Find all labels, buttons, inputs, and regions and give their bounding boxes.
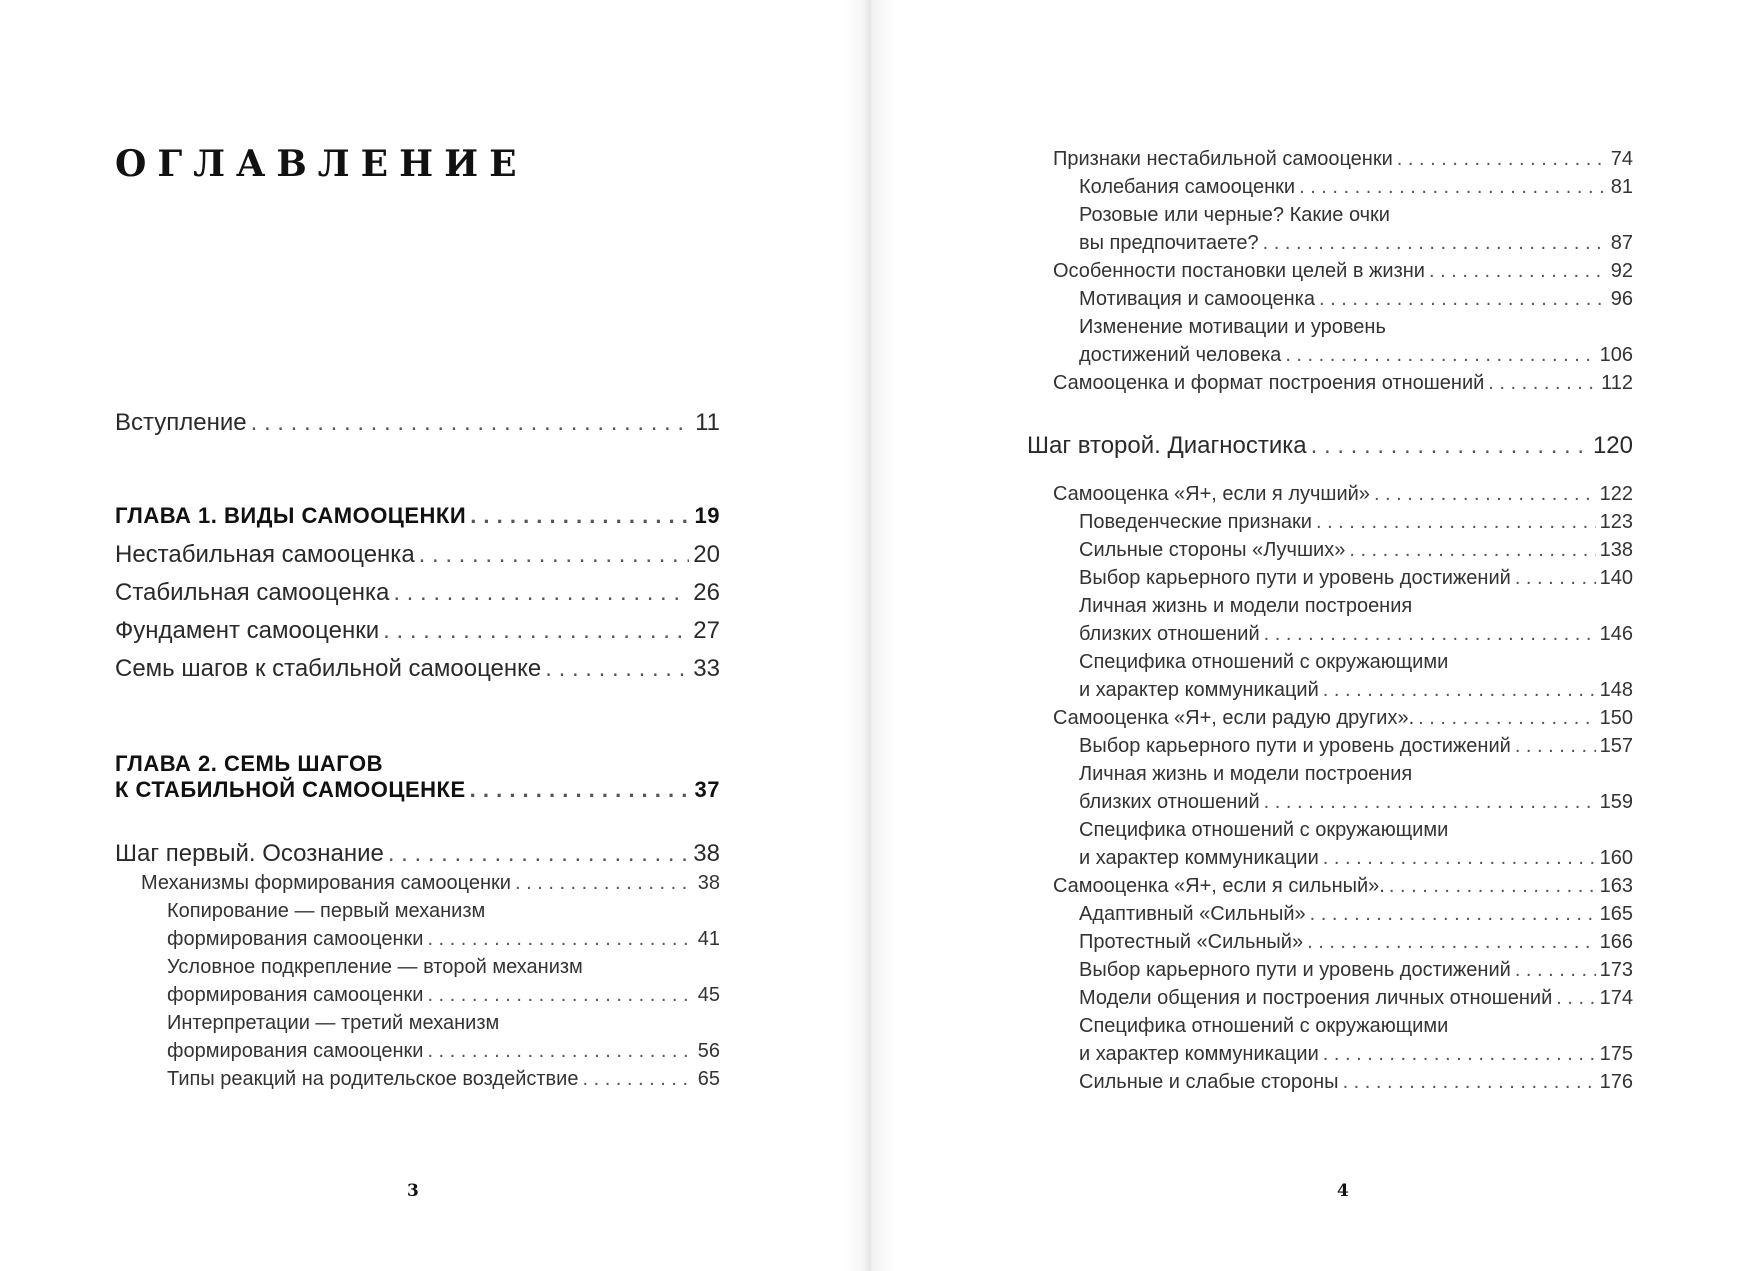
toc-leader-dots [1323, 1043, 1596, 1066]
page-number: 3 [407, 1181, 419, 1201]
toc-entry[interactable] [115, 617, 720, 645]
toc-entry-title: Модели общения и построения личных отношений [1079, 987, 1553, 1009]
toc-entry-page: 19 [694, 503, 720, 528]
toc-entry[interactable] [1053, 372, 1633, 395]
toc-entry-title-line1: Специфика отношений с окружающими [1079, 651, 1449, 673]
toc-entry-page: 120 [1592, 432, 1633, 459]
toc-entry[interactable] [1079, 623, 1633, 646]
toc-entry-title: Механизмы формирования самооценки [141, 872, 511, 894]
toc-entry-title-line1: Специфика отношений с окружающими [1079, 819, 1449, 841]
toc-leader-dots [1307, 931, 1596, 954]
toc-leader-dots [1263, 232, 1607, 255]
toc-leader-dots [1311, 432, 1589, 460]
toc-entry-page: 96 [1610, 288, 1633, 310]
toc-chapter-entry[interactable] [115, 777, 720, 803]
toc-entry-page: 81 [1610, 176, 1633, 198]
toc-entry[interactable] [1053, 148, 1633, 171]
toc-entry[interactable] [1079, 1071, 1633, 1094]
toc-entry-page: 148 [1599, 679, 1633, 701]
toc-entry-page: 138 [1599, 539, 1633, 561]
toc-entry-title: и характер коммуникаций [1079, 679, 1319, 701]
toc-leader-dots [1285, 344, 1595, 367]
toc-entry-page: 140 [1599, 567, 1633, 589]
toc-entry-title: Фундамент самооценки [115, 617, 380, 644]
toc-leader-dots [1323, 679, 1596, 702]
toc-entry-title-line1: Личная жизнь и модели построения [1079, 595, 1413, 617]
toc-entry[interactable] [1079, 679, 1633, 702]
toc-entry[interactable] [1079, 1043, 1633, 1066]
toc-leader-dots [515, 872, 694, 895]
toc-entry-page: 37 [694, 777, 720, 802]
toc-entry-title-line1: Личная жизнь и модели построения [1079, 763, 1413, 785]
toc-entry-title-line1: Условное подкрепление — второй механизм [167, 956, 583, 978]
toc-entry-page: 146 [1599, 623, 1633, 645]
toc-entry-page: 38 [697, 872, 720, 894]
book-gutter-shadow [845, 0, 895, 1271]
toc-entry-title: вы предпочитаете? [1079, 232, 1259, 254]
toc-entry-page: 176 [1599, 1071, 1633, 1093]
toc-entry-page: 150 [1599, 707, 1633, 729]
toc-entry[interactable] [1079, 288, 1633, 311]
toc-entry-page: 159 [1599, 791, 1633, 813]
toc-leader-dots [1418, 707, 1596, 730]
toc-entry-title: Мотивация и самооценка [1079, 288, 1315, 310]
toc-leader-dots [1323, 847, 1596, 870]
toc-entry-title: и характер коммуникации [1079, 1043, 1319, 1065]
toc-leader-dots [427, 1040, 693, 1063]
toc-leader-dots [1556, 987, 1595, 1010]
toc-entry[interactable] [1079, 539, 1633, 562]
toc-leader-dots [1374, 483, 1596, 506]
toc-entry-page: 123 [1599, 511, 1633, 533]
toc-entry-page: 56 [697, 1040, 720, 1062]
toc-leader-dots [1264, 791, 1596, 814]
toc-leader-dots [251, 409, 691, 437]
toc-entry-page: 106 [1599, 344, 1633, 366]
toc-entry[interactable] [1079, 735, 1633, 758]
toc-entry-title: Семь шагов к стабильной самооценке [115, 655, 542, 682]
toc-entry[interactable] [167, 928, 720, 951]
toc-leader-dots [383, 617, 689, 645]
page-title: ОГЛАВЛЕНИЕ [115, 143, 528, 185]
toc-entry-page: 112 [1601, 372, 1633, 394]
toc-entry-page: 27 [693, 617, 720, 644]
toc-entry[interactable] [1079, 344, 1633, 367]
toc-chapter-entry[interactable] [115, 503, 720, 529]
toc-entry-title: Сильные и слабые стороны [1079, 1071, 1339, 1093]
toc-entry-page: 38 [693, 840, 720, 867]
toc-leader-dots [1515, 567, 1596, 590]
toc-entry[interactable] [167, 1040, 720, 1063]
toc-entry[interactable] [115, 409, 720, 437]
toc-leader-dots [1264, 623, 1596, 646]
toc-entry-title-line1: Копирование — первый механизм [167, 900, 486, 922]
toc-entry[interactable] [1053, 260, 1633, 283]
toc-leader-dots [1349, 539, 1595, 562]
toc-entry-page: 92 [1610, 260, 1633, 282]
toc-leader-dots [427, 984, 693, 1007]
toc-leader-dots [1488, 372, 1597, 395]
toc-entry[interactable] [115, 579, 720, 607]
toc-entry-page: 26 [693, 579, 720, 606]
toc-leader-dots [545, 655, 689, 683]
toc-entry-title: Выбор карьерного пути и уровень достижений [1079, 567, 1511, 589]
toc-leader-dots [393, 579, 689, 607]
toc-entry[interactable] [1027, 432, 1633, 460]
toc-leader-dots [1316, 511, 1596, 534]
toc-entry-title: К СТАБИЛЬНОЙ САМООЦЕНКЕ [115, 777, 466, 802]
toc-entry[interactable] [1079, 903, 1633, 926]
toc-entry-title: достижений человека [1079, 344, 1282, 366]
toc-entry-title: Вступление [115, 409, 247, 436]
toc-entry-page: 41 [697, 928, 720, 950]
toc-leader-dots [1319, 288, 1607, 311]
toc-entry-title: ГЛАВА 1. ВИДЫ САМООЦЕНКИ [115, 503, 467, 528]
toc-entry-title: Типы реакций на родительское воздействие [167, 1068, 579, 1090]
toc-entry-title: близких отношений [1079, 791, 1260, 813]
toc-entry-title-line1: Розовые или черные? Какие очки [1079, 204, 1390, 226]
toc-entry-page: 74 [1610, 148, 1633, 170]
toc-leader-dots [1515, 735, 1596, 758]
toc-leader-dots [1397, 148, 1607, 171]
toc-entry[interactable] [1079, 232, 1633, 255]
toc-entry-title-line1: Изменение мотивации и уровень [1079, 316, 1386, 338]
toc-entry[interactable] [115, 655, 720, 683]
toc-leader-dots [1299, 176, 1607, 199]
toc-leader-dots [470, 503, 690, 529]
toc-entry[interactable] [1079, 511, 1633, 534]
toc-entry-title: формирования самооценки [167, 928, 424, 950]
toc-entry-page: 65 [697, 1068, 720, 1090]
toc-entry-page: 174 [1599, 987, 1633, 1009]
toc-entry-title: Шаг второй. Диагностика [1027, 432, 1307, 459]
toc-entry-page: 160 [1599, 847, 1633, 869]
toc-entry[interactable] [1053, 875, 1633, 898]
toc-leader-dots [427, 928, 693, 951]
toc-entry-title-line1: Интерпретации — третий механизм [167, 1012, 500, 1034]
toc-entry[interactable] [1079, 791, 1633, 814]
toc-entry-title: Протестный «Сильный» [1079, 931, 1304, 953]
toc-entry-title: Нестабильная самооценка [115, 541, 415, 568]
toc-leader-dots [1515, 959, 1596, 982]
toc-leader-dots [419, 541, 690, 569]
toc-leader-dots [582, 1068, 693, 1091]
toc-entry-title: Адаптивный «Сильный» [1079, 903, 1306, 925]
toc-leader-dots [388, 840, 689, 868]
toc-entry-title: Самооценка «Я+, если я лучший» [1053, 483, 1370, 505]
toc-entry-title: Самооценка и формат построения отношений [1053, 372, 1485, 394]
toc-leader-dots [1343, 1071, 1596, 1094]
toc-entry-title: близких отношений [1079, 623, 1260, 645]
toc-entry-page: 157 [1599, 735, 1633, 757]
toc-entry[interactable] [1079, 847, 1633, 870]
toc-entry[interactable] [1053, 707, 1633, 730]
toc-entry[interactable] [167, 984, 720, 1007]
toc-chapter-title-line1: ГЛАВА 2. СЕМЬ ШАГОВ [115, 751, 383, 776]
toc-entry-page: 45 [697, 984, 720, 1006]
toc-entry[interactable] [115, 840, 720, 868]
toc-entry-page: 87 [1610, 232, 1633, 254]
toc-entry-title: Признаки нестабильной самооценки [1053, 148, 1393, 170]
toc-entry[interactable] [1079, 959, 1633, 982]
toc-entry-page: 163 [1599, 875, 1633, 897]
toc-leader-dots [470, 777, 691, 803]
toc-leader-dots [1310, 903, 1596, 926]
toc-entry[interactable] [167, 1068, 720, 1091]
toc-entry-page: 165 [1599, 903, 1633, 925]
toc-entry-title: формирования самооценки [167, 984, 424, 1006]
toc-entry-title-line1: Специфика отношений с окружающими [1079, 1015, 1449, 1037]
toc-entry[interactable] [1079, 176, 1633, 199]
toc-entry-title: Особенности постановки целей в жизни [1053, 260, 1425, 282]
toc-entry[interactable] [1053, 483, 1633, 506]
toc-entry-title: Самооценка «Я+, если я сильный». [1053, 875, 1385, 897]
toc-leader-dots [1429, 260, 1607, 283]
toc-entry-page: 33 [693, 655, 720, 682]
toc-entry-title: и характер коммуникации [1079, 847, 1319, 869]
toc-entry-page: 173 [1599, 959, 1633, 981]
toc-entry-title: Стабильная самооценка [115, 579, 390, 606]
toc-entry-page: 122 [1599, 483, 1633, 505]
toc-entry-title: Поведенческие признаки [1079, 511, 1312, 533]
toc-entry-title: формирования самооценки [167, 1040, 424, 1062]
toc-entry-page: 20 [693, 541, 720, 568]
toc-entry-title: Сильные стороны «Лучших» [1079, 539, 1346, 561]
toc-entry[interactable] [1079, 987, 1633, 1010]
toc-entry-page: 166 [1599, 931, 1633, 953]
toc-entry[interactable] [1079, 931, 1633, 954]
toc-entry-title: Колебания самооценки [1079, 176, 1296, 198]
toc-entry-title: Шаг первый. Осознание [115, 840, 384, 867]
toc-entry-page: 11 [695, 409, 720, 436]
toc-entry[interactable] [115, 541, 720, 569]
toc-entry[interactable] [141, 872, 720, 895]
toc-entry[interactable] [1079, 567, 1633, 590]
toc-entry-title: Выбор карьерного пути и уровень достижений [1079, 735, 1511, 757]
toc-entry-title: Самооценка «Я+, если радую других». [1053, 707, 1415, 729]
page-number: 4 [1337, 1181, 1349, 1201]
toc-entry-page: 175 [1599, 1043, 1633, 1065]
toc-leader-dots [1389, 875, 1596, 898]
toc-entry-title: Выбор карьерного пути и уровень достижений [1079, 959, 1511, 981]
